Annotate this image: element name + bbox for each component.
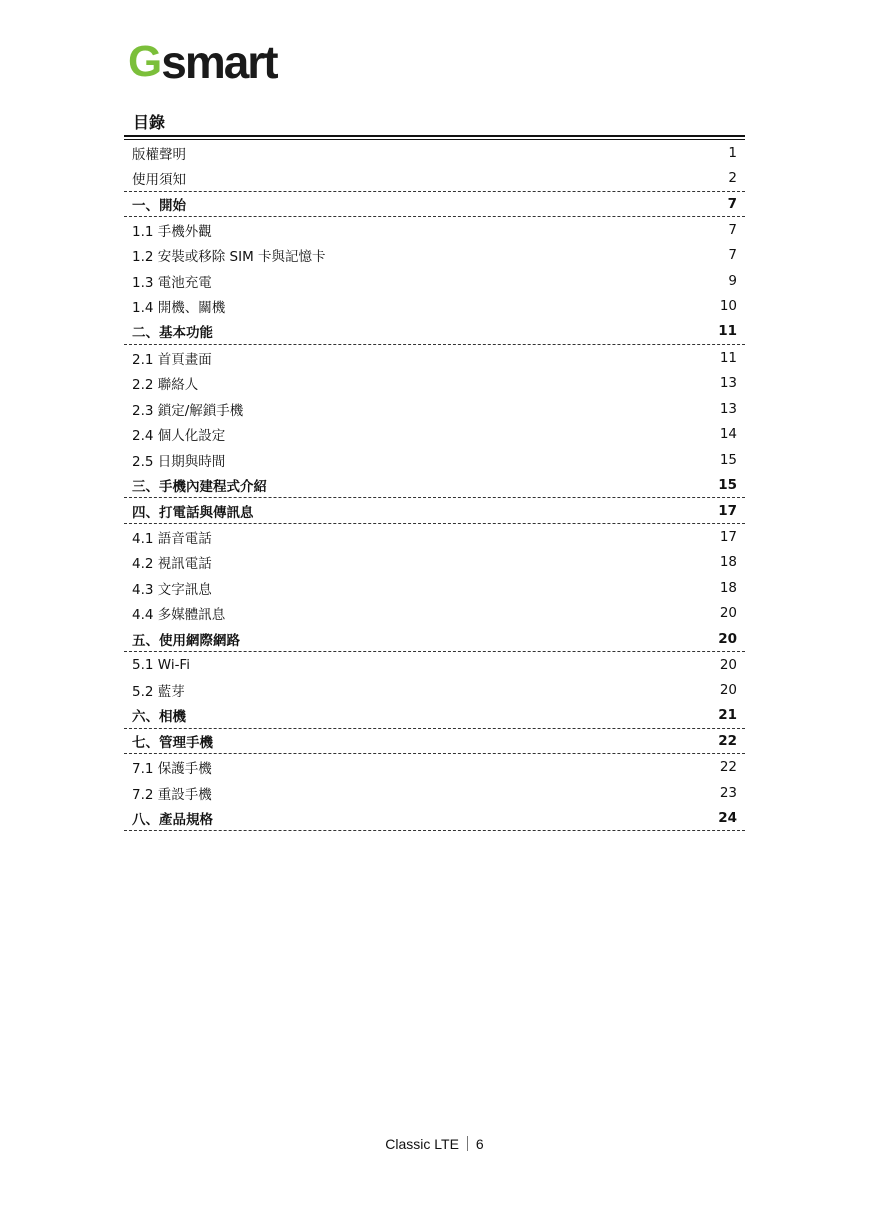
toc-entry-page: 20	[718, 630, 737, 647]
toc-entry-label: 1.4 開機、關機	[132, 300, 226, 317]
toc-entry-page: 24	[718, 809, 737, 826]
toc-entry-label: 三、手機內建程式介紹	[132, 479, 267, 496]
toc-chapter-row[interactable]	[124, 473, 745, 499]
toc-item-row[interactable]	[124, 524, 745, 550]
toc-entry-page: 20	[719, 656, 737, 673]
toc-entry-label: 一、開始	[132, 197, 186, 214]
toc-entry-page: 17	[718, 502, 737, 519]
toc-entry-label: 2.1 首頁畫面	[132, 351, 212, 368]
gsmart-logo	[128, 36, 277, 88]
toc-item-row[interactable]	[124, 370, 745, 396]
toc-entry-label: 2.3 鎖定/解鎖手機	[132, 402, 244, 419]
toc-entry-label: 2.2 聯絡人	[132, 377, 199, 394]
toc-entry-page: 23	[719, 784, 737, 801]
toc-entry-label: 2.4 個人化設定	[132, 428, 226, 445]
toc-title: 目錄	[133, 113, 166, 132]
toc-entry-page: 11	[719, 349, 737, 366]
toc-entry-label: 四、打電話與傳訊息	[132, 504, 254, 521]
toc-entry-label: 2.5 日期與時間	[132, 453, 226, 470]
footer-divider	[467, 1136, 468, 1151]
toc-chapter-row[interactable]	[124, 191, 745, 217]
toc-entry-label: 六、相機	[132, 709, 186, 726]
toc-entry-label: 1.2 安裝或移除 SIM 卡與記憶卡	[132, 249, 326, 266]
toc-entry-page: 7	[728, 247, 737, 264]
toc-item-row[interactable]	[124, 652, 745, 678]
footer-page-number: 6	[475, 1136, 484, 1152]
toc-entry-label: 八、產品規格	[132, 811, 213, 828]
toc-entry-page: 15	[719, 451, 737, 468]
toc-entry-label: 4.2 視訊電話	[132, 556, 212, 573]
toc-entry-label: 使用須知	[132, 172, 186, 189]
toc-entry-label: 4.1 語音電話	[132, 530, 212, 547]
toc-chapter-row[interactable]	[124, 626, 745, 652]
toc-entry-page: 7	[727, 195, 737, 212]
toc-entry-page: 13	[719, 375, 737, 392]
toc-entry-page: 14	[719, 426, 737, 443]
toc-chapter-row[interactable]	[124, 729, 745, 755]
toc-item-row[interactable]	[124, 396, 745, 422]
toc-entry-page: 9	[728, 272, 737, 289]
toc-entry-label: 4.3 文字訊息	[132, 581, 212, 598]
toc-entry-label: 5.1 Wi-Fi	[132, 656, 190, 673]
toc-entry-label: 七、管理手機	[132, 734, 213, 751]
toc-entry-page: 18	[719, 579, 737, 596]
toc-item-row[interactable]	[124, 268, 745, 294]
toc-entry-page: 7	[728, 221, 737, 238]
toc-entry-page: 22	[718, 732, 737, 749]
page-footer	[0, 1136, 869, 1152]
toc-chapter-row[interactable]	[124, 498, 745, 524]
toc-item-row[interactable]	[124, 242, 745, 268]
logo-text: smart	[161, 36, 277, 88]
toc-entry-page: 17	[719, 528, 737, 545]
toc-item-row[interactable]	[124, 575, 745, 601]
toc-item-row[interactable]	[124, 754, 745, 780]
toc-entry-page: 20	[719, 605, 737, 622]
toc-item-row[interactable]	[124, 677, 745, 703]
toc-entry-label: 7.1 保護手機	[132, 761, 212, 778]
toc-entry-label: 二、基本功能	[132, 325, 213, 342]
toc-item-row[interactable]	[124, 140, 745, 166]
toc-entry-label: 5.2 藍芽	[132, 684, 185, 701]
toc-item-row[interactable]	[124, 166, 745, 192]
toc-item-row[interactable]	[124, 550, 745, 576]
toc-chapter-row[interactable]	[124, 703, 745, 729]
footer-product: Classic LTE	[385, 1136, 459, 1152]
toc-entry-label: 4.4 多媒體訊息	[132, 607, 226, 624]
toc-entry-page: 11	[718, 323, 737, 340]
toc-entry-page: 15	[718, 477, 737, 494]
toc-entry-page: 18	[719, 554, 737, 571]
toc-item-row[interactable]	[124, 217, 745, 243]
toc-entry-page: 13	[719, 400, 737, 417]
toc-entry-label: 7.2 重設手機	[132, 786, 212, 803]
toc-entry-label: 1.1 手機外觀	[132, 223, 212, 240]
toc-entry-page: 2	[728, 170, 737, 187]
table-of-contents	[124, 140, 745, 831]
toc-entry-page: 20	[719, 682, 737, 699]
toc-entry-page: 1	[728, 144, 737, 161]
toc-entry-label: 版權聲明	[132, 146, 186, 163]
toc-entry-page: 10	[719, 298, 737, 315]
toc-chapter-row[interactable]	[124, 805, 745, 831]
logo-g: G	[128, 37, 162, 86]
toc-entry-label: 五、使用網際網路	[132, 632, 240, 649]
toc-item-row[interactable]	[124, 294, 745, 320]
toc-item-row[interactable]	[124, 345, 745, 371]
toc-item-row[interactable]	[124, 601, 745, 627]
toc-entry-label: 1.3 電池充電	[132, 274, 212, 291]
toc-entry-page: 21	[718, 707, 737, 724]
toc-item-row[interactable]	[124, 447, 745, 473]
toc-entry-page: 22	[719, 759, 737, 776]
toc-item-row[interactable]	[124, 780, 745, 806]
toc-item-row[interactable]	[124, 422, 745, 448]
toc-chapter-row[interactable]	[124, 319, 745, 345]
